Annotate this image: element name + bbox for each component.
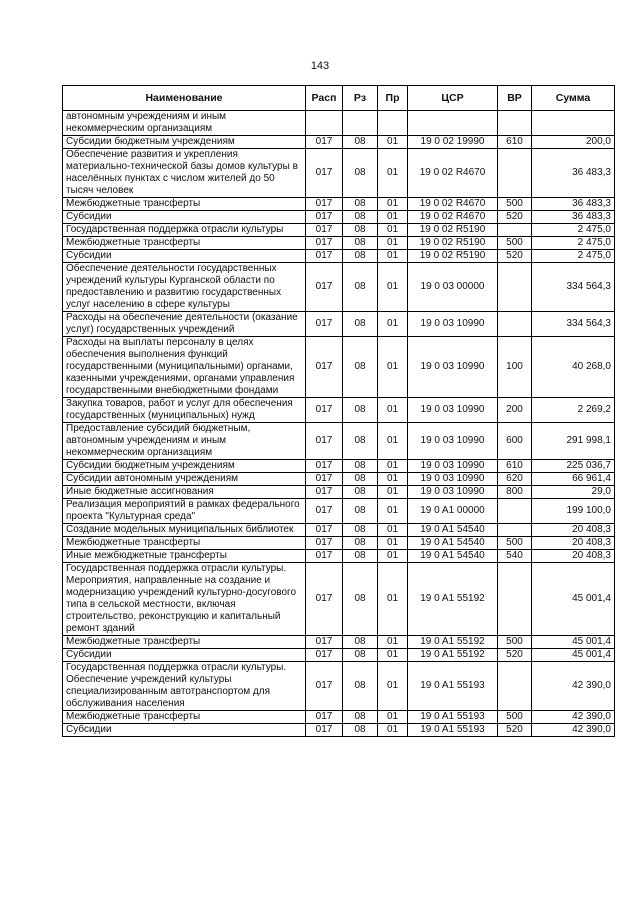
cell-pr: 01 bbox=[378, 136, 408, 149]
table-row bbox=[63, 550, 615, 563]
cell-name: Субсидии bbox=[63, 211, 306, 224]
cell-csr: 19 0 02 R4670 bbox=[408, 198, 498, 211]
cell-vr bbox=[498, 111, 532, 136]
cell-rasp: 017 bbox=[306, 550, 343, 563]
cell-vr: 520 bbox=[498, 724, 532, 737]
cell-vr: 500 bbox=[498, 537, 532, 550]
cell-name: Межбюджетные трансферты bbox=[63, 237, 306, 250]
cell-rasp: 017 bbox=[306, 537, 343, 550]
cell-sum: 20 408,3 bbox=[532, 537, 615, 550]
cell-vr: 200 bbox=[498, 398, 532, 423]
cell-sum: 45 001,4 bbox=[532, 649, 615, 662]
cell-rz: 08 bbox=[343, 224, 378, 237]
cell-sum: 20 408,3 bbox=[532, 524, 615, 537]
cell-pr: 01 bbox=[378, 724, 408, 737]
cell-sum: 42 390,0 bbox=[532, 724, 615, 737]
cell-sum: 2 269,2 bbox=[532, 398, 615, 423]
cell-sum: 45 001,4 bbox=[532, 563, 615, 636]
cell-csr: 19 0 A1 55193 bbox=[408, 662, 498, 711]
header-rasp: Расп bbox=[306, 86, 343, 111]
cell-rz: 08 bbox=[343, 550, 378, 563]
cell-sum: 29,0 bbox=[532, 486, 615, 499]
cell-vr: 520 bbox=[498, 211, 532, 224]
table-header-row bbox=[63, 86, 615, 111]
cell-name: Межбюджетные трансферты bbox=[63, 537, 306, 550]
cell-rz: 08 bbox=[343, 263, 378, 312]
cell-rz: 08 bbox=[343, 499, 378, 524]
cell-name: Расходы на обеспечение деятельности (оказание услуг) государственных учреждений bbox=[63, 312, 306, 337]
cell-vr: 100 bbox=[498, 337, 532, 398]
cell-pr: 01 bbox=[378, 224, 408, 237]
cell-name: Субсидии bbox=[63, 649, 306, 662]
table-row bbox=[63, 211, 615, 224]
cell-vr: 500 bbox=[498, 237, 532, 250]
cell-sum: 36 483,3 bbox=[532, 149, 615, 198]
cell-rasp: 017 bbox=[306, 563, 343, 636]
cell-rasp: 017 bbox=[306, 486, 343, 499]
cell-vr: 540 bbox=[498, 550, 532, 563]
cell-pr: 01 bbox=[378, 499, 408, 524]
cell-pr: 01 bbox=[378, 537, 408, 550]
cell-rz: 08 bbox=[343, 237, 378, 250]
cell-rasp: 017 bbox=[306, 662, 343, 711]
cell-name: Субсидии автономным учреждениям bbox=[63, 473, 306, 486]
cell-name: Расходы на выплаты персоналу в целях обеспечения выполнения функций государственными (муниципальными) органами, казенными учреждениями, органами управления государственными внебюджетными фондами bbox=[63, 337, 306, 398]
cell-name: Государственная поддержка отрасли культуры. Мероприятия, направленные на создание и модернизацию учреждений культурно-досугового типа в сельской местности, включая строительство, реконструкцию и капитальный ремонт зданий bbox=[63, 563, 306, 636]
cell-rz: 08 bbox=[343, 136, 378, 149]
cell-sum: 42 390,0 bbox=[532, 711, 615, 724]
table-row bbox=[63, 662, 615, 711]
table-row bbox=[63, 337, 615, 398]
cell-csr: 19 0 02 19990 bbox=[408, 136, 498, 149]
cell-vr bbox=[498, 224, 532, 237]
cell-csr: 19 0 02 R4670 bbox=[408, 149, 498, 198]
cell-csr: 19 0 03 10990 bbox=[408, 460, 498, 473]
cell-sum: 45 001,4 bbox=[532, 636, 615, 649]
cell-rasp: 017 bbox=[306, 724, 343, 737]
cell-name: Государственная поддержка отрасли культуры bbox=[63, 224, 306, 237]
table-row bbox=[63, 149, 615, 198]
cell-vr: 610 bbox=[498, 136, 532, 149]
cell-csr: 19 0 A1 54540 bbox=[408, 550, 498, 563]
cell-name: Субсидии бюджетным учреждениям bbox=[63, 460, 306, 473]
cell-pr: 01 bbox=[378, 263, 408, 312]
header-rz: Рз bbox=[343, 86, 378, 111]
cell-rasp: 017 bbox=[306, 237, 343, 250]
cell-sum: 36 483,3 bbox=[532, 198, 615, 211]
cell-pr: 01 bbox=[378, 636, 408, 649]
table-row bbox=[63, 224, 615, 237]
cell-csr: 19 0 03 10990 bbox=[408, 398, 498, 423]
cell-csr: 19 0 A1 55192 bbox=[408, 649, 498, 662]
cell-csr: 19 0 02 R5190 bbox=[408, 250, 498, 263]
table-row bbox=[63, 312, 615, 337]
cell-rz: 08 bbox=[343, 486, 378, 499]
cell-vr: 520 bbox=[498, 649, 532, 662]
table-row bbox=[63, 563, 615, 636]
table-row bbox=[63, 136, 615, 149]
cell-vr: 600 bbox=[498, 423, 532, 460]
header-vr: ВР bbox=[498, 86, 532, 111]
cell-vr bbox=[498, 662, 532, 711]
cell-name: Реализация мероприятий в рамках федерального проекта "Культурная среда" bbox=[63, 499, 306, 524]
cell-name: Субсидии bbox=[63, 724, 306, 737]
table-row bbox=[63, 636, 615, 649]
cell-rasp: 017 bbox=[306, 263, 343, 312]
cell-rz: 08 bbox=[343, 312, 378, 337]
cell-rasp: 017 bbox=[306, 136, 343, 149]
cell-csr bbox=[408, 111, 498, 136]
table-row bbox=[63, 649, 615, 662]
cell-csr: 19 0 02 R5190 bbox=[408, 237, 498, 250]
cell-rz: 08 bbox=[343, 662, 378, 711]
cell-rz: 08 bbox=[343, 563, 378, 636]
cell-pr: 01 bbox=[378, 649, 408, 662]
cell-name: Обеспечение деятельности государственных учреждений культуры Курганской области по предоставлению и развитию государственных услуг населению в сфере культуры bbox=[63, 263, 306, 312]
cell-rasp: 017 bbox=[306, 211, 343, 224]
cell-vr bbox=[498, 263, 532, 312]
cell-rasp: 017 bbox=[306, 398, 343, 423]
cell-rz: 08 bbox=[343, 460, 378, 473]
cell-name: Субсидии бюджетным учреждениям bbox=[63, 136, 306, 149]
cell-csr: 19 0 03 10990 bbox=[408, 312, 498, 337]
cell-rz: 08 bbox=[343, 398, 378, 423]
cell-rasp: 017 bbox=[306, 499, 343, 524]
cell-pr: 01 bbox=[378, 149, 408, 198]
cell-rasp: 017 bbox=[306, 149, 343, 198]
cell-vr: 620 bbox=[498, 473, 532, 486]
cell-sum: 20 408,3 bbox=[532, 550, 615, 563]
table-row bbox=[63, 237, 615, 250]
cell-csr: 19 0 03 10990 bbox=[408, 486, 498, 499]
table-row bbox=[63, 460, 615, 473]
cell-vr: 500 bbox=[498, 198, 532, 211]
table-row bbox=[63, 250, 615, 263]
cell-rasp: 017 bbox=[306, 636, 343, 649]
cell-rz: 08 bbox=[343, 636, 378, 649]
cell-rasp: 017 bbox=[306, 460, 343, 473]
cell-sum: 36 483,3 bbox=[532, 211, 615, 224]
cell-rz: 08 bbox=[343, 649, 378, 662]
cell-sum: 66 961,4 bbox=[532, 473, 615, 486]
cell-csr: 19 0 A1 55192 bbox=[408, 563, 498, 636]
cell-pr: 01 bbox=[378, 563, 408, 636]
cell-vr bbox=[498, 563, 532, 636]
page-number: 143 bbox=[310, 60, 330, 72]
cell-pr: 01 bbox=[378, 250, 408, 263]
cell-vr: 610 bbox=[498, 460, 532, 473]
table-row bbox=[63, 537, 615, 550]
cell-pr: 01 bbox=[378, 312, 408, 337]
table-row bbox=[63, 111, 615, 136]
cell-pr: 01 bbox=[378, 337, 408, 398]
cell-name: Иные бюджетные ассигнования bbox=[63, 486, 306, 499]
table-row bbox=[63, 486, 615, 499]
cell-name: Закупка товаров, работ и услуг для обеспечения государственных (муниципальных) нужд bbox=[63, 398, 306, 423]
cell-rasp: 017 bbox=[306, 649, 343, 662]
cell-csr: 19 0 A1 55193 bbox=[408, 724, 498, 737]
cell-sum: 40 268,0 bbox=[532, 337, 615, 398]
header-csr: ЦСР bbox=[408, 86, 498, 111]
cell-sum: 2 475,0 bbox=[532, 237, 615, 250]
table-row bbox=[63, 263, 615, 312]
cell-csr: 19 0 02 R4670 bbox=[408, 211, 498, 224]
cell-sum: 291 998,1 bbox=[532, 423, 615, 460]
cell-csr: 19 0 A1 55193 bbox=[408, 711, 498, 724]
cell-sum: 42 390,0 bbox=[532, 662, 615, 711]
cell-sum: 200,0 bbox=[532, 136, 615, 149]
header-name: Наименование bbox=[63, 86, 306, 111]
cell-rz: 08 bbox=[343, 711, 378, 724]
cell-rz: 08 bbox=[343, 337, 378, 398]
cell-pr: 01 bbox=[378, 237, 408, 250]
cell-rz: 08 bbox=[343, 149, 378, 198]
cell-pr: 01 bbox=[378, 473, 408, 486]
cell-rz: 08 bbox=[343, 211, 378, 224]
cell-name: Субсидии bbox=[63, 250, 306, 263]
table-row bbox=[63, 198, 615, 211]
cell-vr: 800 bbox=[498, 486, 532, 499]
cell-rz: 08 bbox=[343, 250, 378, 263]
cell-pr: 01 bbox=[378, 524, 408, 537]
cell-name: автономным учреждениям и иным некоммерческим организациям bbox=[63, 111, 306, 136]
cell-rasp bbox=[306, 111, 343, 136]
cell-rz: 08 bbox=[343, 524, 378, 537]
budget-table bbox=[62, 85, 615, 737]
cell-pr: 01 bbox=[378, 486, 408, 499]
cell-rasp: 017 bbox=[306, 711, 343, 724]
cell-sum: 2 475,0 bbox=[532, 250, 615, 263]
cell-csr: 19 0 03 10990 bbox=[408, 473, 498, 486]
cell-pr: 01 bbox=[378, 662, 408, 711]
cell-rasp: 017 bbox=[306, 224, 343, 237]
cell-sum: 199 100,0 bbox=[532, 499, 615, 524]
cell-rasp: 017 bbox=[306, 473, 343, 486]
cell-rasp: 017 bbox=[306, 198, 343, 211]
cell-vr: 500 bbox=[498, 636, 532, 649]
cell-pr: 01 bbox=[378, 198, 408, 211]
cell-csr: 19 0 A1 54540 bbox=[408, 537, 498, 550]
cell-name: Межбюджетные трансферты bbox=[63, 636, 306, 649]
cell-vr bbox=[498, 312, 532, 337]
cell-vr: 500 bbox=[498, 711, 532, 724]
cell-rz: 08 bbox=[343, 473, 378, 486]
cell-sum: 334 564,3 bbox=[532, 312, 615, 337]
table-row bbox=[63, 724, 615, 737]
cell-pr: 01 bbox=[378, 550, 408, 563]
table-row bbox=[63, 524, 615, 537]
cell-csr: 19 0 A1 54540 bbox=[408, 524, 498, 537]
cell-csr: 19 0 A1 00000 bbox=[408, 499, 498, 524]
cell-rasp: 017 bbox=[306, 423, 343, 460]
table-row bbox=[63, 398, 615, 423]
cell-pr: 01 bbox=[378, 398, 408, 423]
cell-rasp: 017 bbox=[306, 312, 343, 337]
cell-sum: 2 475,0 bbox=[532, 224, 615, 237]
cell-rasp: 017 bbox=[306, 524, 343, 537]
cell-rz: 08 bbox=[343, 198, 378, 211]
cell-name: Межбюджетные трансферты bbox=[63, 198, 306, 211]
table-row bbox=[63, 423, 615, 460]
cell-sum: 334 564,3 bbox=[532, 263, 615, 312]
cell-name: Создание модельных муниципальных библиотек bbox=[63, 524, 306, 537]
cell-rasp: 017 bbox=[306, 250, 343, 263]
cell-rz bbox=[343, 111, 378, 136]
cell-vr bbox=[498, 524, 532, 537]
cell-rz: 08 bbox=[343, 724, 378, 737]
cell-name: Иные межбюджетные трансферты bbox=[63, 550, 306, 563]
cell-name: Государственная поддержка отрасли культуры. Обеспечение учреждений культуры специализированным автотранспортом для обслуживания населения bbox=[63, 662, 306, 711]
cell-csr: 19 0 A1 55192 bbox=[408, 636, 498, 649]
cell-vr: 520 bbox=[498, 250, 532, 263]
cell-csr: 19 0 03 10990 bbox=[408, 337, 498, 398]
cell-pr: 01 bbox=[378, 460, 408, 473]
table-row bbox=[63, 473, 615, 486]
header-pr: Пр bbox=[378, 86, 408, 111]
cell-rasp: 017 bbox=[306, 337, 343, 398]
cell-pr: 01 bbox=[378, 423, 408, 460]
cell-csr: 19 0 02 R5190 bbox=[408, 224, 498, 237]
cell-sum: 225 036,7 bbox=[532, 460, 615, 473]
cell-name: Предоставление субсидий бюджетным, автономным учреждениям и иным некоммерческим организациям bbox=[63, 423, 306, 460]
table-row bbox=[63, 499, 615, 524]
cell-vr bbox=[498, 149, 532, 198]
cell-pr: 01 bbox=[378, 211, 408, 224]
cell-rz: 08 bbox=[343, 537, 378, 550]
cell-rz: 08 bbox=[343, 423, 378, 460]
cell-name: Обеспечение развития и укрепления материально-технической базы домов культуры в населённых пунктах с числом жителей до 50 тысяч человек bbox=[63, 149, 306, 198]
cell-name: Межбюджетные трансферты bbox=[63, 711, 306, 724]
cell-csr: 19 0 03 10990 bbox=[408, 423, 498, 460]
table-row bbox=[63, 711, 615, 724]
cell-pr bbox=[378, 111, 408, 136]
cell-csr: 19 0 03 00000 bbox=[408, 263, 498, 312]
header-sum: Сумма bbox=[532, 86, 615, 111]
cell-pr: 01 bbox=[378, 711, 408, 724]
cell-vr bbox=[498, 499, 532, 524]
cell-sum bbox=[532, 111, 615, 136]
